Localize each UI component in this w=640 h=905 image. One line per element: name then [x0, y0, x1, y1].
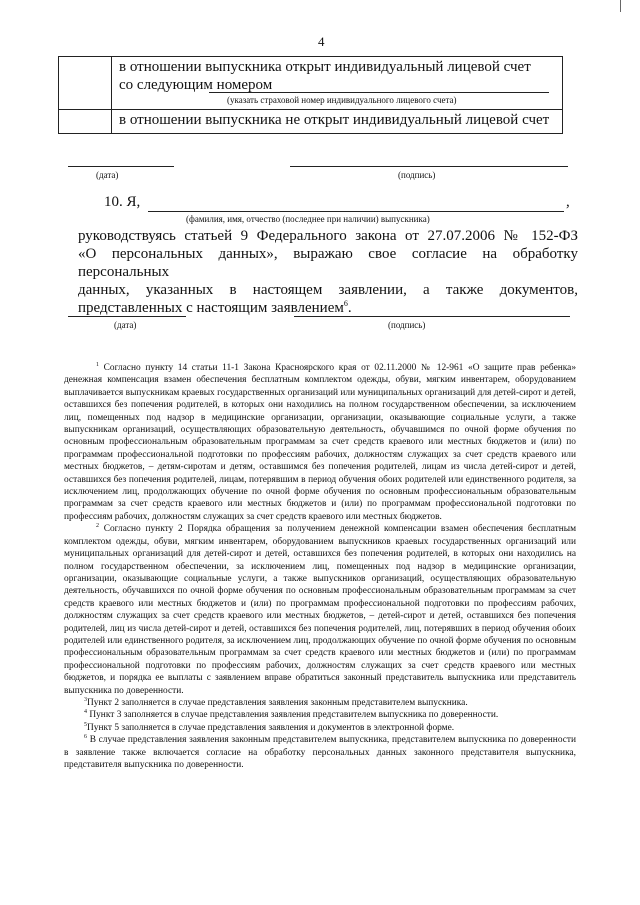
footnote-4: $^4$ Пункт 3 заполняется в случае представления заявления представителем выпускника по доверенности.	[84, 709, 499, 721]
date-field-2[interactable]	[68, 316, 186, 317]
footnote-6: $^6$ В случае представления заявления законным представителем выпускника, представителем выпускника по доверенности в заявление также включается согласие на обработку персональных данных законного представителя выпускника, представителя выпускника по доверенности.	[64, 734, 577, 770]
consent-paragraph	[78, 227, 578, 317]
page-number: 4	[318, 34, 325, 49]
option-account-not-opened: в отношении выпускника не открыт индивидуальный лицевой счет	[119, 112, 550, 128]
signature-caption-1: (подпись)	[398, 170, 436, 180]
consent-line: «О персональных данных», выражаю свое согласие на обработку персональных	[78, 246, 578, 280]
full-name-hint: (фамилия, имя, отчество (последнее при наличии) выпускника)	[186, 214, 430, 224]
account-number-hint: (указать страховой номер индивидуального лицевого счета)	[227, 95, 457, 105]
table-divider	[111, 57, 112, 133]
item-10-suffix: ,	[566, 194, 570, 210]
date-caption-1: (дата)	[96, 170, 119, 180]
footnote-5: $^5$Пункт 5 заполняется в случае представления заявления и документов в электронной форме.	[84, 721, 455, 733]
signature-field-2[interactable]	[294, 316, 570, 317]
table-divider	[59, 109, 562, 110]
checkbox-account-opened[interactable]	[59, 57, 111, 109]
account-number-field[interactable]	[209, 92, 549, 93]
option-account-number-label: со следующим номером	[119, 77, 273, 93]
footnote-3: $^3$Пункт 2 заполняется в случае представления заявления законным представителем выпускника.	[84, 696, 468, 708]
account-options-table	[58, 56, 563, 134]
consent-line-last: представленных с настоящим заявлением$^6$.	[78, 299, 352, 316]
scan-artifact	[620, 0, 623, 12]
footnote-2: $^2$ Согласно пункту 2 Порядка обращения за получением денежной компенсации взамен обеспечения бесплатным комплектом одежды, обуви, мягким инвентарем, оборудованием выпускников краевых государственных организаций или муниципальных организаций для детей-сирот и детей, оставшихся без попечения родителей, в которых они находились на полном государственном обеспечении, за исключением лиц, помещенных под надзор в медицинские организации, организации, оказывающие социальные услуги, а также выпускников организаций, осуществляющих образовательную деятельность, обучавшихся по очной форме обучения по основным профессиональным образовательным программам за счет средств краевого или местных бюджетов и (или) по программам профессиональной подготовки по профессиям рабочих, должностям служащих за счет средств краевого или местных бюджетов, – детей-сирот и детей, оставшихся без попечения родителей, лиц из числа детей-сирот и детей, оставшихся без попечения родителей, лиц, потерявших в период обучения обоих родителей или единственного родителя, за исключением лиц, продолжающих обучение по очной форме обучения по основным профессиональным образовательным программам за счет средств краевого или местных бюджетов и (или) по программам профессиональной подготовки по профессиям рабочих, должностям служащих за счет средств краевого или местных бюджетов, и порядка ее выплаты с заявлением вправе обратиться законный представитель выпускника или представитель выпускника по доверенности.	[64, 523, 577, 696]
footnote-1: $^1$ Согласно пункту 14 статьи 11-1 Закона Красноярского края от 02.11.2000 № 12-961 «О защите прав ребенка» денежная компенсация взамен обеспечения бесплатным комплектом одежды, обуви, мягким инвентарем, оборудованием выплачивается выпускникам краевых государственных организаций или муниципальных организаций для детей-сирот и детей, оставшихся без попечения родителей, в которых они находились на полном государственном обеспечении, за исключением лиц, помещенных под надзор в медицинские организации, организации, оказывающие социальные услуги, а также выпускникам организаций, осуществляющих образовательную деятельность, обучавшимся по очной форме обучения по основным профессиональным образовательным программам за счет средств краевого или местных бюджетов и (или) по программам профессиональной подготовки по профессиям рабочих, должностям служащих за счет средств краевого или местных бюджетов, – детям-сиротам и детям, оставшимся без попечения родителей, лицам из числа детей-сирот и детей, оставшихся без попечения родителей, лицам, потерявшим в период обучения обоих родителей или единственного родителя, за исключением лиц, продолжающих обучение по очной форме обучения по основным профессиональным образовательным программам за счет средств краевого или местных бюджетов и (или) по программам профессиональной подготовки по профессиям рабочих, должностям служащих за счет средств краевого или местных бюджетов.	[64, 361, 577, 522]
checkbox-account-not-opened[interactable]	[59, 110, 111, 134]
signature-caption-2: (подпись)	[388, 320, 426, 330]
item-10-prefix: 10. Я,	[104, 194, 141, 210]
date-field-1[interactable]	[68, 166, 174, 167]
full-name-field[interactable]	[148, 211, 564, 212]
signature-field-1[interactable]	[290, 166, 568, 167]
option-account-opened: в отношении выпускника открыт индивидуальный лицевой счет	[119, 59, 531, 75]
consent-line: руководствуясь статьей 9 Федерального закона от 27.07.2006 № 152-ФЗ	[78, 228, 578, 244]
date-caption-2: (дата)	[114, 320, 137, 330]
consent-line: данных, указанных в настоящем заявлении, а также документов,	[78, 282, 578, 298]
footnotes	[64, 362, 576, 771]
